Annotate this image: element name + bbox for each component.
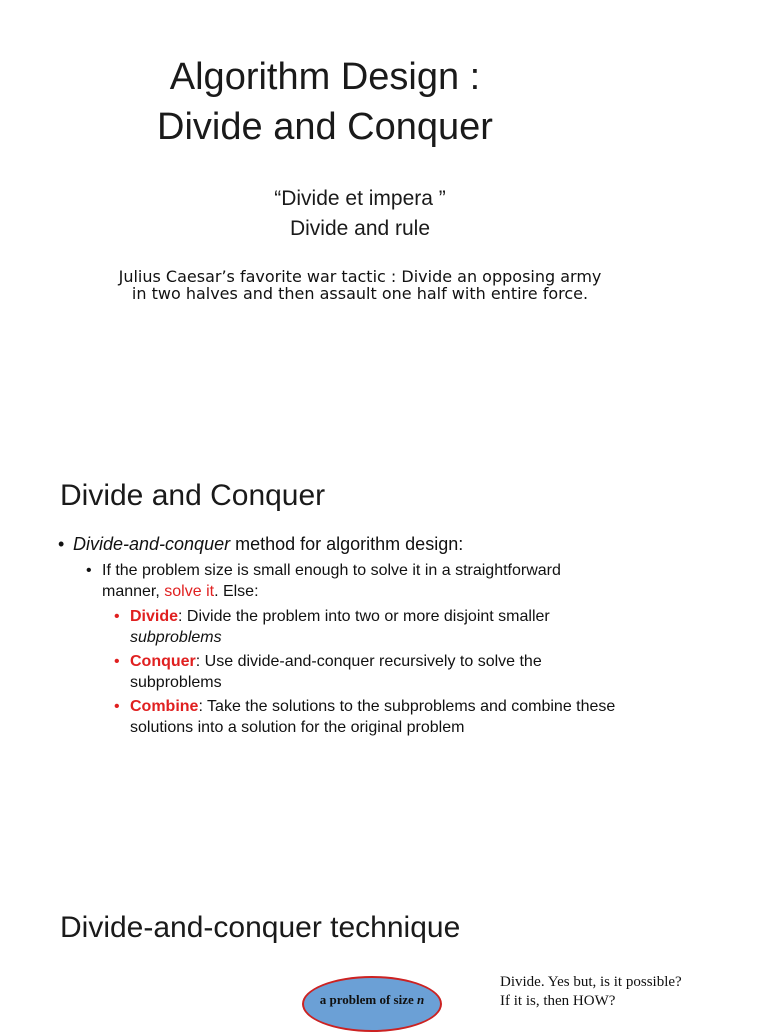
step-conquer-text: : Use divide-and-conquer recursively to solve the subproblems [130, 653, 542, 691]
side-note-line2: If it is, then HOW? [500, 993, 616, 1009]
solve-it-highlight: solve it [164, 583, 215, 600]
caesar-note-line1: Julius Caesar’s favorite war tactic : Divide an opposing army [118, 267, 602, 286]
side-note-line1: Divide. Yes but, is it possible? [500, 974, 682, 990]
slide1-title-line2: Divide and Conquer [157, 106, 493, 148]
step-divide-label: Divide [130, 608, 179, 625]
slide2-heading: Divide and Conquer [60, 479, 326, 512]
step-divide-em: subproblems [130, 629, 222, 646]
step-conquer [114, 651, 618, 693]
slide1-title-line1: Algorithm Design : [169, 56, 481, 98]
problem-size-var: n [417, 992, 425, 1007]
steps-list [114, 606, 618, 738]
bullet-method-text: method for algorithm design: [230, 534, 464, 554]
step-combine [114, 696, 618, 738]
step-divide-text: : Divide the problem into two or more disjoint smaller [178, 608, 550, 625]
base-case-suffix: . Else: [214, 583, 259, 600]
bullet-method [58, 532, 618, 738]
divide-side-note [500, 973, 740, 1011]
caesar-note-line2: in two halves and then assault one half with entire force. [131, 284, 589, 303]
slide1-title [120, 52, 530, 152]
slide1-quote [210, 184, 510, 244]
bullet-base-case [86, 560, 618, 738]
step-divide [114, 606, 618, 648]
quote-latin: “Divide et impera ” [274, 187, 446, 210]
problem-ellipse-text: a problem of size [319, 992, 414, 1007]
sub-bullet-list [86, 560, 618, 738]
base-case-prefix: If the problem size is small enough to solve it in a straightforward manner, [102, 562, 561, 600]
step-combine-label: Combine [130, 698, 199, 715]
step-conquer-label: Conquer [130, 653, 196, 670]
quote-translation: Divide and rule [289, 217, 431, 240]
step-combine-text: : Take the solutions to the subproblems and combine these solutions into a solution for the original problem [130, 698, 616, 736]
slide2-bullet-list [58, 532, 618, 741]
bullet-method-em: Divide-and-conquer [73, 534, 231, 554]
caesar-note [60, 268, 660, 302]
slide3-heading: Divide-and-conquer technique [60, 911, 461, 944]
